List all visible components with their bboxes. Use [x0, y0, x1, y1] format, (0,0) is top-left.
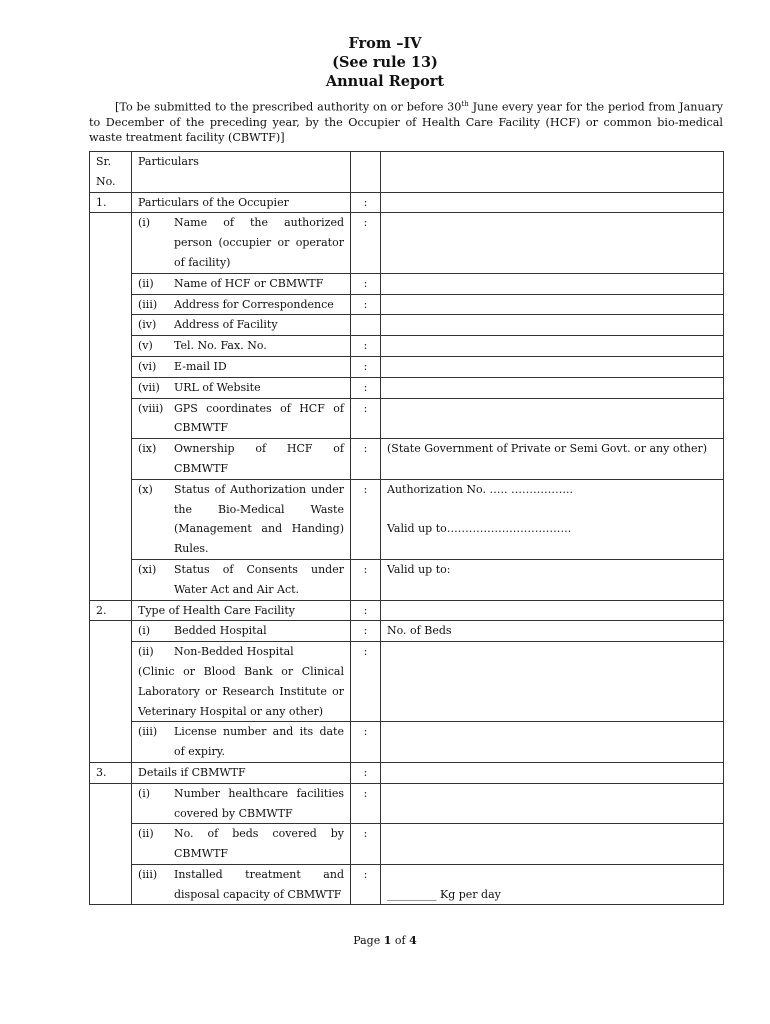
table-row: (v) Tel. No. Fax. No. :	[90, 336, 724, 357]
capacity-field[interactable]: _________ Kg per day	[381, 864, 724, 905]
table-row: 1. Particulars of the Occupier :	[90, 192, 724, 213]
total-pages: 4	[409, 934, 417, 947]
table-row: (iii) Address for Correspondence :	[90, 294, 724, 315]
report-title: Annual Report	[325, 73, 445, 90]
table-row: (ii) Non-Bedded Hospital (Clinic or Blood Bank or Clinical Laboratory or Research Institute or Veterinary Hospital or any other) :	[90, 642, 724, 722]
form-title: From –IV	[348, 35, 422, 52]
bed-count-field[interactable]: No. of Beds	[381, 621, 724, 642]
authorization-status-field[interactable]: Authorization No. ….. …………….. Valid up to…………………………….	[381, 479, 724, 559]
rule-reference: (See rule 13)	[332, 54, 438, 71]
intro-paragraph: [To be submitted to the prescribed authority on or before 30th June every year for the period from January to December of the preceding year, by the Occupier of Health Care Facility (HCF) or common bio-medical waste treatment facility (CBWTF)]	[89, 100, 724, 144]
consent-status-field[interactable]: Valid up to:	[381, 559, 724, 600]
form-header	[0, 34, 770, 91]
section-title: Particulars of the Occupier	[132, 192, 351, 213]
website-field[interactable]	[381, 377, 724, 398]
table-row: (ii) No. of beds covered by CBMWTF :	[90, 824, 724, 865]
facilities-covered-field[interactable]	[381, 783, 724, 824]
table-row: (i) Number healthcare facilities covered by CBMWTF :	[90, 783, 724, 824]
table-row: (iv) Address of Facility	[90, 315, 724, 336]
table-row: (x) Status of Authorization under the Bio-Medical Waste (Management and Handing) Rules. : Authorization No. ….. …………….. Valid up to…………………………….	[90, 479, 724, 559]
section-title: Type of Health Care Facility	[132, 600, 351, 621]
annual-report-table	[89, 151, 724, 905]
table-row: 2. Type of Health Care Facility :	[90, 600, 724, 621]
hcf-name-field[interactable]	[381, 273, 724, 294]
non-bedded-field[interactable]	[381, 642, 724, 722]
section-title: Details if CBMWTF	[132, 762, 351, 783]
section-number: 1.	[90, 192, 132, 213]
section-number: 3.	[90, 762, 132, 783]
table-header-row	[90, 152, 724, 193]
table-row: (vi) E-mail ID :	[90, 356, 724, 377]
table-row: (xi) Status of Consents under Water Act and Air Act. : Valid up to:	[90, 559, 724, 600]
page-footer: Page 1 of 4	[353, 934, 417, 947]
table-row: (i) Bedded Hospital : No. of Beds	[90, 621, 724, 642]
email-field[interactable]	[381, 356, 724, 377]
gps-coordinates-field[interactable]	[381, 398, 724, 439]
table-row: (i) Name of the authorized person (occupier or operator of facility) :	[90, 213, 724, 273]
table-row: (iii) License number and its date of expiry. :	[90, 722, 724, 763]
table-row: (vii) URL of Website :	[90, 377, 724, 398]
table-row: (ii) Name of HCF or CBMWTF :	[90, 273, 724, 294]
beds-covered-field[interactable]	[381, 824, 724, 865]
current-page: 1	[383, 934, 392, 947]
header-sr-no: Sr. No.	[90, 152, 132, 193]
phone-fax-field[interactable]	[381, 336, 724, 357]
facility-address-field[interactable]	[381, 315, 724, 336]
section-number: 2.	[90, 600, 132, 621]
header-particulars: Particulars	[132, 152, 351, 193]
table-row: (viii) GPS coordinates of HCF of CBMWTF :	[90, 398, 724, 439]
correspondence-address-field[interactable]	[381, 294, 724, 315]
table-row: 3. Details if CBMWTF :	[90, 762, 724, 783]
ownership-field[interactable]: (State Government of Private or Semi Govt. or any other)	[381, 439, 724, 480]
authorized-person-field[interactable]	[381, 213, 724, 273]
table-row: (iii) Installed treatment and disposal capacity of CBMWTF : _________ Kg per day	[90, 864, 724, 905]
table-row: (ix) Ownership of HCF of CBMWTF : (State Government of Private or Semi Govt. or any other)	[90, 439, 724, 480]
license-field[interactable]	[381, 722, 724, 763]
